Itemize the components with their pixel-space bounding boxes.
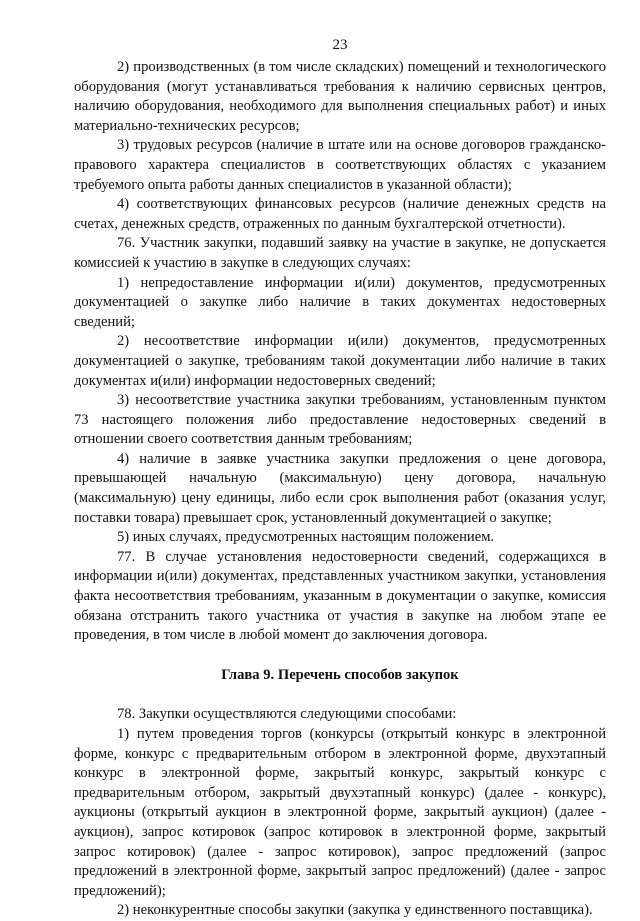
- paragraph-76-item-4: 4) наличие в заявке участника закупки предложения о цене договора, превышающей начальную (максимальную) цену договора, начальную (максимальную) цену единицы, либо если срок выполнения работ (оказания услуг, поставки товара) превышает срок, установленный документацией о закупке;: [74, 450, 606, 526]
- document-page: [74, 36, 606, 921]
- paragraph-76: 76. Участник закупки, подавший заявку на участие в закупке, не допускается комиссией к участию в закупке в следующих случаях:: [74, 235, 606, 271]
- paragraph-78: 78. Закупки осуществляются следующими способами:: [117, 706, 457, 723]
- paragraph-financial-resources: 4) соответствующих финансовых ресурсов (наличие денежных средств на счетах, денежных средств, отраженных по данным бухгалтерской отчетности).: [74, 196, 606, 232]
- paragraph-77: 77. В случае установления недостоверности сведений, содержащихся в информации и(или) документах, представленных участником закупки, установления факта несоответствия требованиям, указанным в документации о закупке, комиссия обязана отстранить такого участника от участия в закупке на любом этапе ее проведения, в том числе в любой момент до заключения договора.: [74, 548, 606, 644]
- paragraph-76-item-5: 5) иных случаях, предусмотренных настоящим положением.: [117, 529, 495, 546]
- chapter-title: Глава 9. Перечень способов закупок: [221, 666, 459, 683]
- spacer: [74, 685, 606, 705]
- paragraph-78-item-2: 2) неконкурентные способы закупки (закупка у единственного поставщика).: [117, 902, 593, 919]
- page-number: 23: [332, 37, 348, 53]
- spacer: [74, 646, 606, 666]
- paragraph-production-resources: 2) производственных (в том числе складских) помещений и технологического оборудования (могут устанавливаться требования к наличию сервисных центров, наличию оборудования, необходимого для выполнения специальных работ) и иных материально-технических ресурсов;: [74, 59, 606, 134]
- paragraph-labor-resources: 3) трудовых ресурсов (наличие в штате или на основе договоров гражданско-правового характера специалистов в соответствующих областях с указанием требуемого опыта работы данных специалистов в указанной области);: [74, 137, 606, 193]
- paragraph-76-item-2: 2) несоответствие информации и(или) документов, предусмотренных документацией о закупке, требованиям такой документации либо наличие в таких документах и(или) информации недостоверных сведений;: [74, 333, 606, 389]
- paragraph-76-item-3: 3) несоответствие участника закупки требованиям, установленным пунктом 73 настоящего положения либо предоставление недостоверных сведений в отношении своего соответствия данным требованиям;: [74, 392, 606, 448]
- paragraph-76-item-1: 1) непредоставление информации и(или) документов, предусмотренных документацией о закупке либо наличие в таких документах недостоверных сведений;: [74, 274, 606, 330]
- paragraph-78-item-1: 1) путем проведения торгов (конкурсы (открытый конкурс в электронной форме, конкурс с предварительным отбором в электронной форме, двухэтапный конкурс в электронной форме, закрытый конкурс, закрытый конкурс с предварительным отбором, закрытый двухэтапный конкурс) (далее - конкурс), аукционы (открытый аукцион в электронной форме, закрытый аукцион) (далее - аукцион), запрос котировок (запрос котировок в электронной форме, закрытый запрос котировок) (далее - запрос котировок), запрос предложений (запрос предложений в электронной форме, закрытый запрос предложений) (далее - запрос предложений);: [74, 726, 606, 899]
